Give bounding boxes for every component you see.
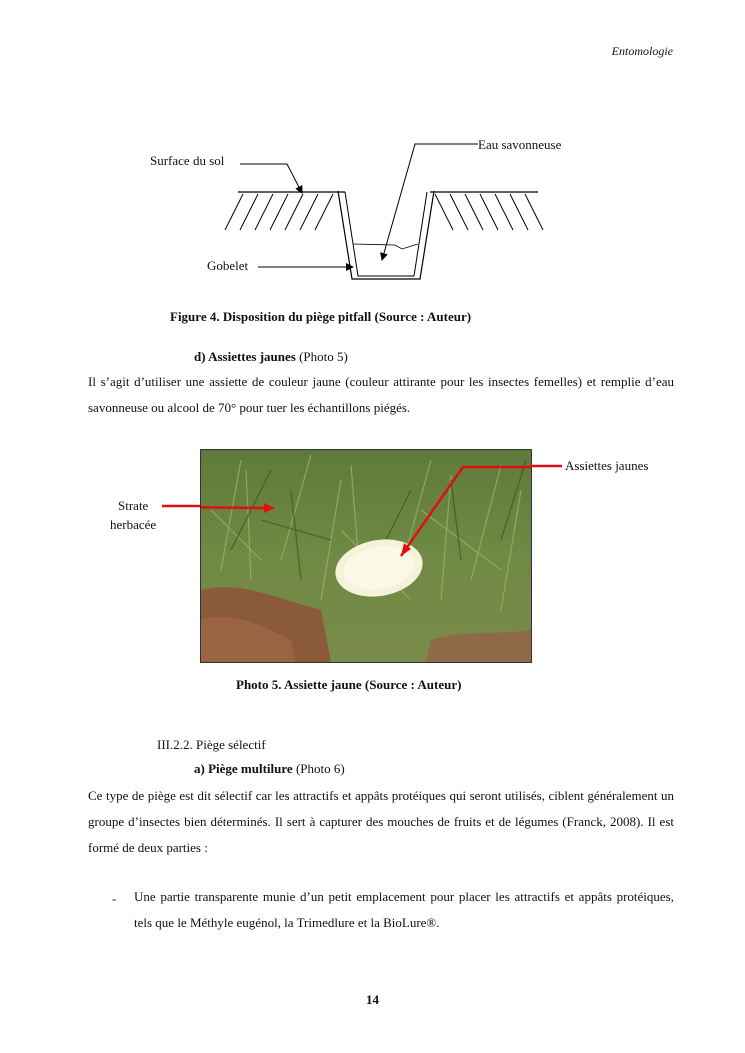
bullet-item-text: Une partie transparente munie d’un petit emplacement pour placer les attractifs et appâts protéiques, tels que le Méthyle eugénol, la Trimedlure et la BioLure®.: [134, 889, 674, 930]
figure-4-caption: Figure 4. Disposition du piège pitfall (Source : Auteur): [170, 309, 472, 324]
label-herbacee: herbacée: [110, 517, 157, 532]
bullet-dash: -: [112, 891, 117, 906]
section-d-heading-rest: (Photo 5): [295, 349, 348, 364]
section-a-heading-bold: a) Piège multilure: [194, 761, 293, 776]
running-header: Entomologie: [611, 44, 673, 58]
label-surface-du-sol: Surface du sol: [150, 153, 225, 168]
photo-5-caption: Photo 5. Assiette jaune (Source : Auteur): [236, 677, 462, 692]
section-322-title: III.2.2. Piège sélectif: [157, 737, 266, 752]
photo-callout-lines: [160, 463, 570, 513]
label-eau-savonneuse: Eau savonneuse: [478, 137, 562, 152]
section-d-heading-bold: d) Assiettes jaunes: [194, 349, 296, 364]
section-a-heading-rest: (Photo 6): [292, 761, 345, 776]
label-assiettes-jaunes: Assiettes jaunes: [565, 458, 649, 473]
section-d-heading: [194, 349, 348, 365]
section-a-heading: [194, 761, 345, 777]
page-number: 14: [366, 992, 379, 1007]
label-gobelet: Gobelet: [207, 258, 249, 273]
section-322-paragraph: Ce type de piège est dit sélectif car les attractifs et appâts protéiques qui seront utilisés, ciblent généralement un groupe d’insectes bien déterminés. Il sert à capturer des mouches de fruits et de légumes (Franck, 2008). Il est formé de deux parties :: [88, 788, 674, 855]
section-d-paragraph: Il s’agit d’utiliser une assiette de couleur jaune (couleur attirante pour les insectes femelles) et remplie d’eau savonneuse ou alcool de 70° pour tuer les échantillons piégés.: [88, 374, 674, 415]
label-strate: Strate: [118, 498, 149, 513]
